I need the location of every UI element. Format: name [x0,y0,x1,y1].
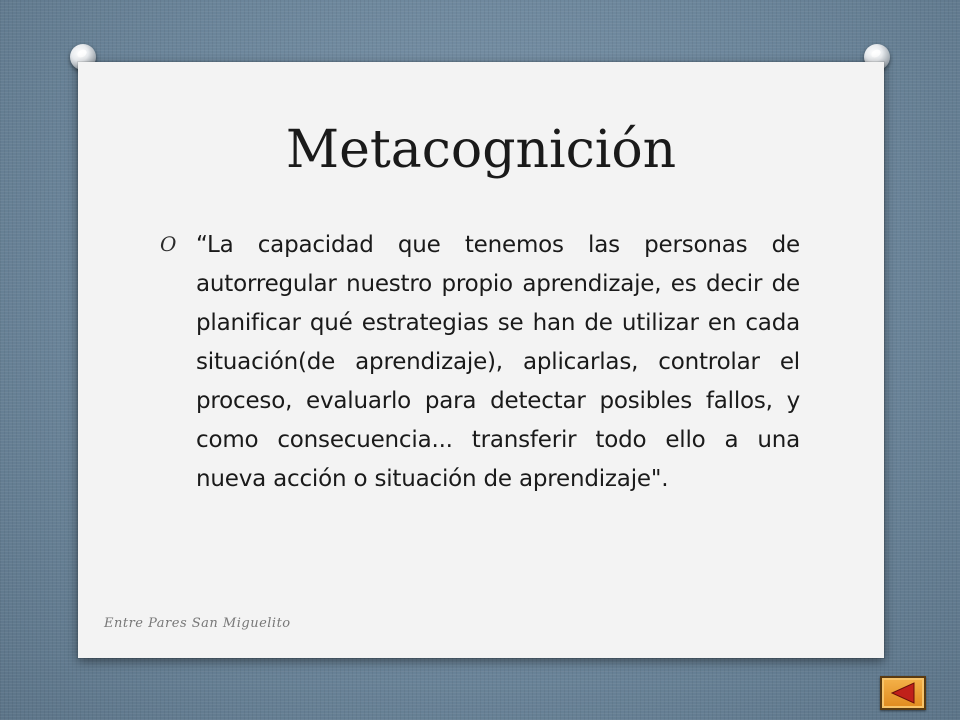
bullet-marker-icon: O [160,232,177,256]
slide-footer: Entre Pares San Miguelito [104,616,291,631]
bullet-item [160,226,800,499]
back-button[interactable] [880,676,926,710]
bullet-text: “La capacidad que tenemos las personas de autorregular nuestro propio aprendizaje, es decir de planificar qué estrategias se han de utilizar en cada situación(de aprendizaje), aplicarlas, controlar el proceso, evaluarlo para detectar posibles fallos, y como consecuencia... transferir todo ello a una nueva acción o situación de aprendizaje". [196,232,800,492]
slide-title: Metacognición [285,120,677,180]
triangle-left-icon [890,682,916,704]
